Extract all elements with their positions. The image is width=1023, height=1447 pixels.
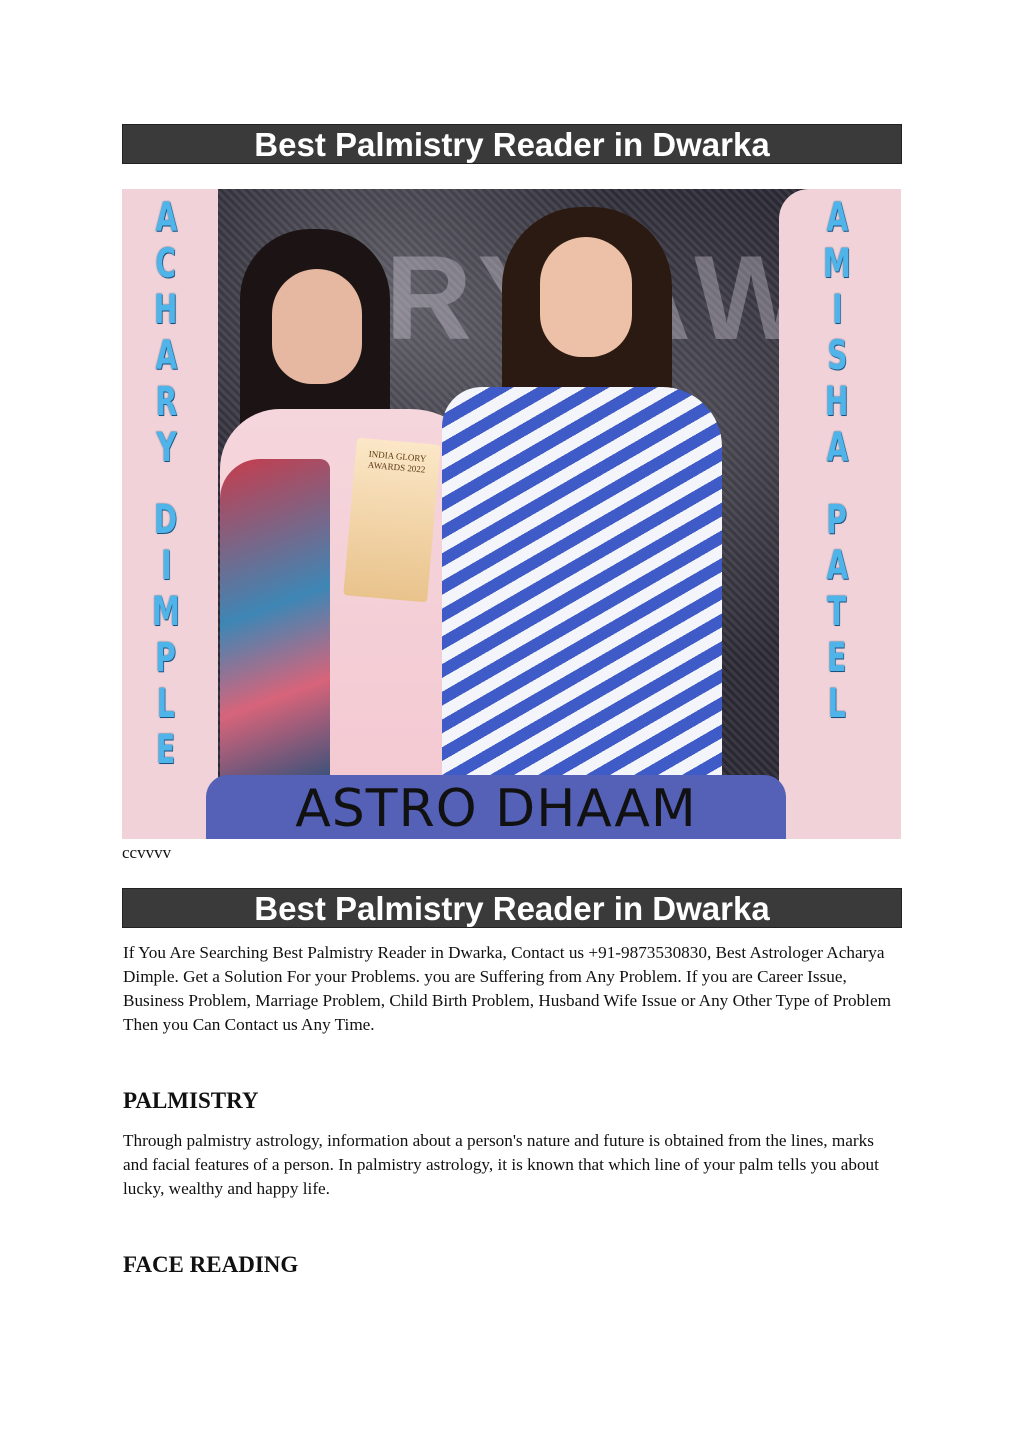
dupatta-shape — [220, 459, 330, 789]
vertical-letter: M — [823, 241, 851, 287]
vertical-letter: D — [154, 497, 178, 543]
vertical-letter: A — [826, 425, 848, 471]
vertical-letter: A — [826, 543, 848, 589]
vertical-letter: E — [156, 727, 176, 773]
vertical-letter: Y — [155, 425, 177, 471]
vertical-letter: H — [154, 287, 178, 333]
backdrop-text: ORY AW — [282, 231, 818, 365]
trophy-award: INDIA GLORY AWARDS 2022 — [343, 438, 440, 603]
vertical-letter: M — [152, 589, 180, 635]
vertical-letter: L — [828, 681, 846, 727]
vertical-letter: L — [157, 681, 175, 727]
award-photo — [122, 189, 901, 839]
vertical-letter: A — [826, 195, 848, 241]
side-panel-left — [122, 189, 218, 839]
brand-band — [206, 775, 786, 839]
section-title-banner: Best Palmistry Reader in Dwarka — [122, 888, 902, 928]
vertical-letter: I — [160, 543, 172, 589]
vertical-letter: A — [155, 333, 177, 379]
heading-palmistry: PALMISTRY — [123, 1088, 259, 1113]
vertical-letter: C — [155, 241, 177, 287]
vertical-letter: R — [155, 379, 177, 425]
page-title-banner: Best Palmistry Reader in Dwarka — [122, 124, 902, 164]
face-shape — [272, 269, 362, 384]
striped-dress-shape — [442, 387, 722, 787]
vertical-letter: A — [155, 195, 177, 241]
vertical-letter: T — [827, 589, 847, 635]
person-right — [442, 207, 722, 787]
vertical-letter: H — [825, 379, 849, 425]
side-panel-right — [779, 189, 901, 839]
vertical-letter: P — [155, 635, 177, 681]
vertical-name-left — [136, 195, 196, 773]
vertical-letter: E — [827, 635, 847, 681]
vertical-letter: I — [831, 287, 843, 333]
face-shape — [540, 237, 632, 357]
vertical-name-right — [807, 195, 867, 727]
intro-paragraph: If You Are Searching Best Palmistry Reader in Dwarka, Contact us +91-9873530830, Best Astrologer Acharya Dimple. Get a Solution For your Problems. you are Suffering from Any Problem. If you are Career Issue, Business Problem, Marriage Problem, Child Birth Problem, Husband Wife Issue or Any Other Type of Problem Then you Can Contact us Any Time. — [123, 943, 891, 1034]
palmistry-paragraph: Through palmistry astrology, information about a person's nature and future is obtained from the lines, marks and facial features of a person. In palmistry astrology, it is known that which line of your palm tells you about lucky, wealthy and happy life. — [123, 1131, 879, 1198]
image-caption: ccvvvv — [122, 843, 172, 862]
vertical-letter: P — [826, 497, 848, 543]
vertical-letter: S — [826, 333, 848, 379]
heading-face-reading: FACE READING — [123, 1252, 299, 1277]
brand-name: ASTRO DHAAM — [295, 779, 697, 839]
